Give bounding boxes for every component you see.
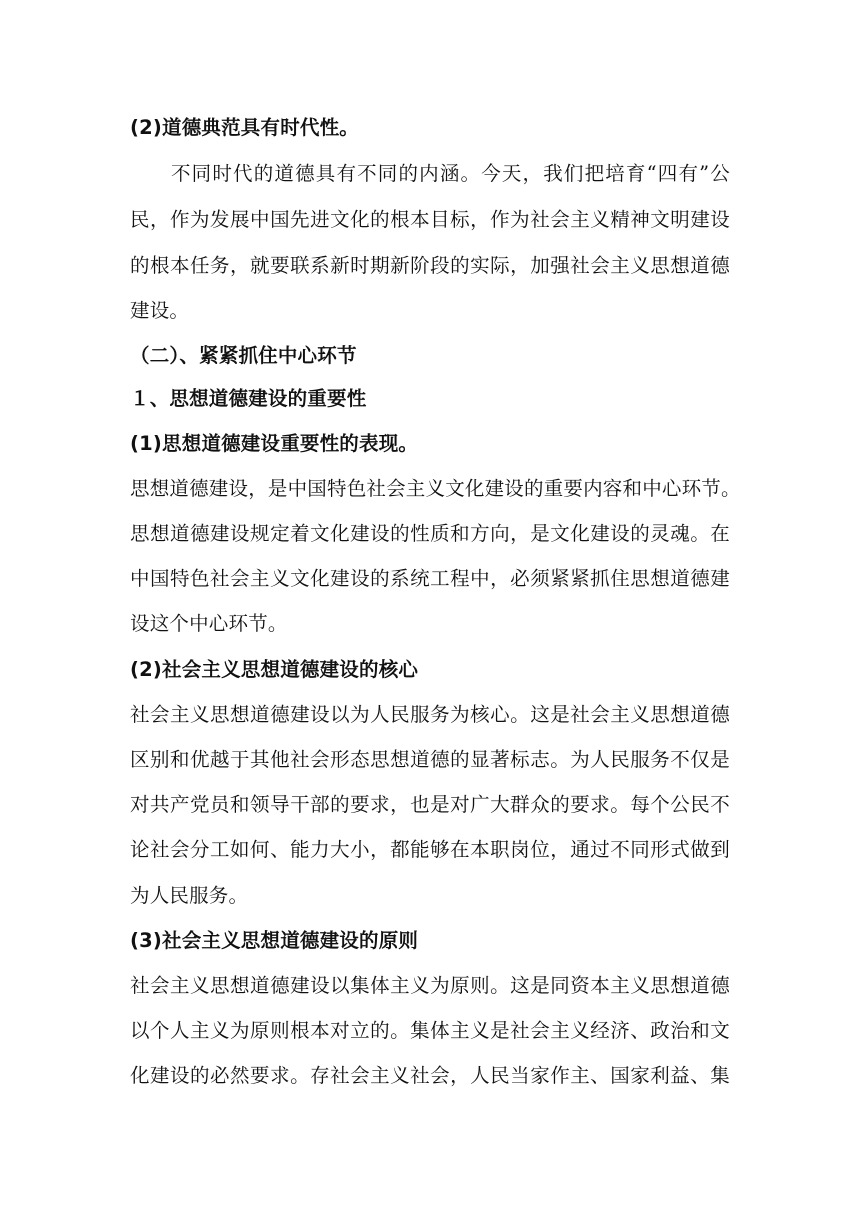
paragraph-line: 的根本任务，就要联系新时期新阶段的实际，加强社会主义思想道德 xyxy=(130,254,730,277)
paragraph-line: 民，作为发展中国先进文化的根本目标，作为社会主义精神文明建设 xyxy=(130,208,730,231)
paragraph-line: 建设。 xyxy=(130,299,190,322)
paragraph-line: 为人民服务。 xyxy=(130,884,249,907)
paragraph-line: 区别和优越于其他社会形态思想道德的显著标志。为人民服务不仅是 xyxy=(130,748,730,771)
paragraph-line: 不同时代的道德具有不同的内涵。今天，我们把培育“四有”公 xyxy=(171,162,730,185)
paragraph-line: 对共产党员和领导干部的要求，也是对广大群众的要求。每个公民不 xyxy=(130,793,730,816)
subheading-2-core: (2)社会主义思想道德建设的核心 xyxy=(130,658,419,681)
paragraph-line: 社会主义思想道德建设以集体主义为原则。这是同资本主义思想道德 xyxy=(130,974,730,997)
subsection-heading-1: １、思想道德建设的重要性 xyxy=(130,387,367,410)
paragraph-line: 化建设的必然要求。存社会主义社会，人民当家作主、国家利益、集 xyxy=(130,1064,730,1087)
paragraph-line: 设这个中心环节。 xyxy=(130,612,288,635)
section-heading-2: （二）、紧紧抓住中心环节 xyxy=(130,344,357,367)
subheading-2-moral-model: (2)道德典范具有时代性。 xyxy=(130,116,359,139)
subheading-3-principle: (3)社会主义思想道德建设的原则 xyxy=(130,929,419,952)
paragraph-line: 以个人主义为原则根本对立的。集体主义是社会主义经济、政治和文 xyxy=(130,1019,730,1042)
subheading-1-importance: (1)思想道德建设重要性的表现。 xyxy=(130,432,419,455)
paragraph-line: 思想道德建设，是中国特色社会主义文化建设的重要内容和中心环节。 xyxy=(130,477,741,500)
paragraph-line: 中国特色社会主义文化建设的系统工程中，必须紧紧抓住思想道德建 xyxy=(130,567,730,590)
paragraph-line: 思想道德建设规定着文化建设的性质和方向，是文化建设的灵魂。在 xyxy=(130,522,730,545)
paragraph-line: 论社会分工如何、能力大小，都能够在本职岗位，通过不同形式做到 xyxy=(130,838,730,861)
paragraph-line: 社会主义思想道德建设以为人民服务为核心。这是社会主义思想道德 xyxy=(130,703,730,726)
